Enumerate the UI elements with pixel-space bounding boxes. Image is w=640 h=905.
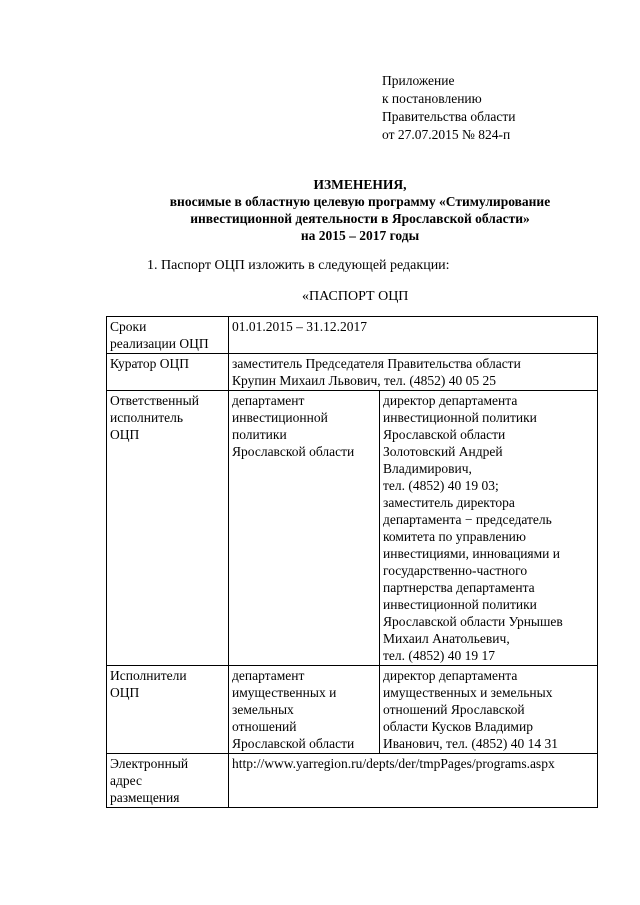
table-cell-label — [107, 666, 229, 754]
cell-line: директор департамента — [383, 668, 518, 683]
cell-line: Владимирович, — [383, 461, 472, 476]
cell-line: имущественных и земельных — [383, 685, 553, 700]
table-row — [107, 354, 598, 391]
cell-line: 01.01.2015 – 31.12.2017 — [232, 319, 367, 334]
cell-line: Исполнители — [110, 668, 187, 683]
cell-line: партнерства департамента — [383, 580, 535, 595]
title-heading: ИЗМЕНЕНИЯ, — [313, 177, 407, 192]
cell-line: политики — [232, 427, 287, 442]
cell-line: отношений — [232, 719, 297, 734]
cell-line: земельных — [232, 702, 294, 717]
table-row — [107, 754, 598, 808]
cell-line: Куратор ОЦП — [110, 356, 189, 371]
cell-line: Электронный — [110, 756, 189, 771]
intro-paragraph: 1. Паспорт ОЦП изложить в следующей редакции: — [147, 258, 450, 273]
table-cell-value — [229, 754, 598, 808]
table-row — [107, 317, 598, 354]
title-line: инвестиционной деятельности в Ярославской области» — [190, 211, 530, 226]
table-cell-label — [107, 354, 229, 391]
table-cell-label — [107, 391, 229, 666]
table-cell-contacts — [380, 391, 598, 666]
cell-line: Ярославской области — [232, 736, 355, 751]
cell-line: отношений Ярославской — [383, 702, 525, 717]
url-link[interactable]: http://www.yarregion.ru/depts/der/tmpPages/programs.aspx — [232, 756, 555, 771]
cell-line: департамент — [232, 668, 305, 683]
appendix-line: к постановлению — [382, 91, 482, 106]
table-cell-value — [229, 317, 598, 354]
cell-line: департамента − председатель — [383, 512, 552, 527]
table-row — [107, 666, 598, 754]
cell-line: адрес — [110, 773, 142, 788]
cell-line: Сроки — [110, 319, 147, 334]
cell-line: тел. (4852) 40 19 03; — [383, 478, 499, 493]
cell-line: Крупин Михаил Львович, тел. (4852) 40 05 25 — [232, 373, 496, 388]
table-cell-label — [107, 317, 229, 354]
cell-line: Иванович, тел. (4852) 40 14 31 — [383, 736, 559, 751]
table-cell-value — [229, 354, 598, 391]
table-cell-label — [107, 754, 229, 808]
cell-line: инвестициями, инновациями и — [383, 546, 561, 561]
cell-line: исполнитель — [110, 410, 183, 425]
cell-line: заместитель директора — [383, 495, 515, 510]
cell-line: департамент — [232, 393, 305, 408]
cell-line: размещения — [110, 790, 180, 805]
cell-line: Ответственный — [110, 393, 199, 408]
title-line: на 2015 – 2017 годы — [300, 228, 420, 243]
cell-line: инвестиционной политики — [383, 410, 537, 425]
cell-line: имущественных и — [232, 685, 337, 700]
cell-line: Михаил Анатольевич, — [383, 631, 510, 646]
cell-line: тел. (4852) 40 19 17 — [383, 648, 495, 663]
table-cell-org — [229, 391, 380, 666]
cell-line: государственно-частного — [383, 563, 528, 578]
appendix-block — [382, 72, 515, 144]
appendix-line: Правительства области — [382, 109, 516, 124]
table-cell-contacts — [380, 666, 598, 754]
appendix-line: от 27.07.2015 № 824-п — [382, 127, 511, 142]
cell-line: реализации ОЦП — [110, 336, 209, 351]
passport-table — [106, 316, 598, 808]
document-title — [60, 176, 640, 244]
cell-line: инвестиционной — [232, 410, 328, 425]
cell-line: Ярославской области — [232, 444, 355, 459]
cell-line: заместитель Председателя Правительства области — [232, 356, 521, 371]
cell-line: Ярославской области — [383, 427, 506, 442]
cell-line: ОЦП — [110, 685, 140, 700]
cell-line: ОЦП — [110, 427, 140, 442]
title-line: вносимые в областную целевую программу «Стимулирование — [169, 194, 551, 209]
cell-line: комитета по управлению — [383, 529, 526, 544]
passport-heading: «ПАСПОРТ ОЦП — [302, 289, 409, 304]
cell-line: области Кусков Владимир — [383, 719, 533, 734]
table-cell-org — [229, 666, 380, 754]
cell-line: директор департамента — [383, 393, 518, 408]
appendix-line: Приложение — [382, 73, 455, 88]
table-row — [107, 391, 598, 666]
cell-line: Ярославской области Урнышев — [383, 614, 563, 629]
cell-line: Золотовский Андрей — [383, 444, 503, 459]
cell-line: инвестиционной политики — [383, 597, 537, 612]
